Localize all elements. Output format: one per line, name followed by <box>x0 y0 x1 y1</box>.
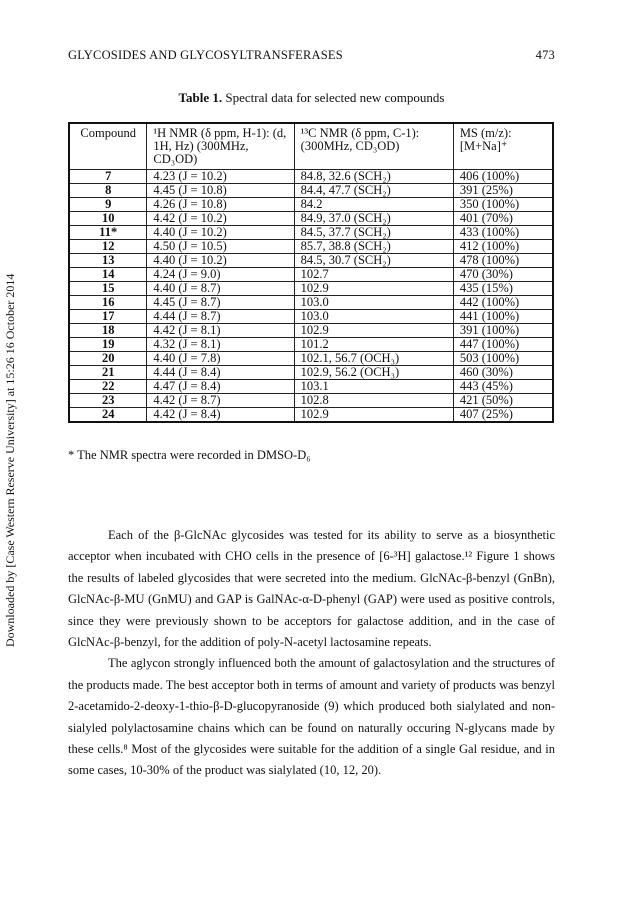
cell-1h-nmr: 4.42 (J = 8.4) <box>147 408 294 423</box>
cell-13c-nmr: 103.0 <box>294 296 453 310</box>
cell-ms: 470 (30%) <box>453 268 553 282</box>
header-compound: Compound <box>69 123 147 170</box>
table-row <box>69 240 553 254</box>
cell-ms: 447 (100%) <box>453 338 553 352</box>
cell-compound: 12 <box>69 240 147 254</box>
cell-ms: 442 (100%) <box>453 296 553 310</box>
running-head <box>68 48 555 63</box>
cell-compound: 20 <box>69 352 147 366</box>
cell-ms: 478 (100%) <box>453 254 553 268</box>
cell-13c-nmr: 84.5, 37.7 (SCH₂) <box>294 226 453 240</box>
table-row <box>69 366 553 380</box>
cell-1h-nmr: 4.50 (J = 10.5) <box>147 240 294 254</box>
cell-ms: 435 (15%) <box>453 282 553 296</box>
table-row <box>69 310 553 324</box>
cell-13c-nmr: 84.5, 30.7 (SCH₂) <box>294 254 453 268</box>
cell-1h-nmr: 4.42 (J = 8.1) <box>147 324 294 338</box>
cell-compound: 13 <box>69 254 147 268</box>
table-row <box>69 380 553 394</box>
paragraph: The aglycon strongly influenced both the amount of galactosylation and the structures of the products made. The best acceptor both in terms of amount and variety of products was benzyl 2-acetamido-2-deoxy-1-thio-β-D-glucopyranoside (9) which produced both sialylated and non-sialyled polylactosamine chains which can be found on naturally occuring N-glycans made by these cells.⁸ Most of the glycosides were suitable for the addition of a single Gal residue, and in some cases, 10-30% of the product was sialylated (10, 12, 20). <box>68 656 555 778</box>
cell-13c-nmr: 102.9 <box>294 324 453 338</box>
cell-compound: 18 <box>69 324 147 338</box>
cell-ms: 443 (45%) <box>453 380 553 394</box>
table-row <box>69 296 553 310</box>
cell-1h-nmr: 4.47 (J = 8.4) <box>147 380 294 394</box>
table-body <box>69 170 553 423</box>
body-text <box>68 525 555 782</box>
cell-ms: 406 (100%) <box>453 170 553 184</box>
table-caption <box>68 90 555 106</box>
cell-compound: 23 <box>69 394 147 408</box>
table-row <box>69 352 553 366</box>
table-row <box>69 170 553 184</box>
cell-1h-nmr: 4.45 (J = 10.8) <box>147 184 294 198</box>
cell-ms: 412 (100%) <box>453 240 553 254</box>
cell-13c-nmr: 84.8, 32.6 (SCH₂) <box>294 170 453 184</box>
cell-ms: 433 (100%) <box>453 226 553 240</box>
cell-compound: 21 <box>69 366 147 380</box>
cell-compound: 17 <box>69 310 147 324</box>
table-row <box>69 324 553 338</box>
table-row <box>69 268 553 282</box>
download-watermark: Downloaded by [Case Western Reserve University] at 15:26 16 October 2014 <box>3 273 17 647</box>
cell-1h-nmr: 4.40 (J = 10.2) <box>147 254 294 268</box>
cell-13c-nmr: 84.4, 47.7 (SCH₂) <box>294 184 453 198</box>
cell-ms: 350 (100%) <box>453 198 553 212</box>
cell-compound: 10 <box>69 212 147 226</box>
table-row <box>69 282 553 296</box>
table-row <box>69 226 553 240</box>
table-header-row <box>69 123 553 170</box>
cell-13c-nmr: 84.2 <box>294 198 453 212</box>
cell-compound: 15 <box>69 282 147 296</box>
cell-ms: 441 (100%) <box>453 310 553 324</box>
table-row <box>69 254 553 268</box>
cell-compound: 14 <box>69 268 147 282</box>
cell-compound: 16 <box>69 296 147 310</box>
cell-compound: 11* <box>69 226 147 240</box>
cell-ms: 391 (100%) <box>453 324 553 338</box>
cell-1h-nmr: 4.45 (J = 8.7) <box>147 296 294 310</box>
table-row <box>69 408 553 423</box>
cell-13c-nmr: 102.9 <box>294 282 453 296</box>
cell-1h-nmr: 4.24 (J = 9.0) <box>147 268 294 282</box>
cell-ms: 401 (70%) <box>453 212 553 226</box>
cell-1h-nmr: 4.44 (J = 8.7) <box>147 310 294 324</box>
cell-13c-nmr: 102.7 <box>294 268 453 282</box>
table-footnote: * The NMR spectra were recorded in DMSO-D₆ <box>68 448 311 462</box>
cell-1h-nmr: 4.42 (J = 10.2) <box>147 212 294 226</box>
paragraph: Each of the β-GlcNAc glycosides was tested for its ability to serve as a biosynthetic acceptor when incubated with CHO cells in the presence of [6-³H] galactose.¹² Figure 1 shows the results of labeled glycosides that were secreted into the medium. GlcNAc-β-benzyl (GnBn), GlcNAc-β-MU (GnMU) and GAP is GalNAc-α-D-phenyl (GAP) were used as positive controls, since they were previously shown to be acceptors for galactose addition, and in the case of GlcNAc-β-benzyl, for the addition of poly-N-acetyl lactosamine repeats. <box>68 528 555 650</box>
header-13c-nmr: ¹³C NMR (δ ppm, C-1): (300MHz, CD₃OD) <box>294 123 453 170</box>
cell-13c-nmr: 84.9, 37.0 (SCH₂) <box>294 212 453 226</box>
cell-13c-nmr: 102.9, 56.2 (OCH₃) <box>294 366 453 380</box>
cell-13c-nmr: 102.1, 56.7 (OCH₃) <box>294 352 453 366</box>
table-row <box>69 184 553 198</box>
table-caption-label: Table 1. <box>178 90 223 105</box>
table-row <box>69 394 553 408</box>
cell-13c-nmr: 103.0 <box>294 310 453 324</box>
cell-ms: 503 (100%) <box>453 352 553 366</box>
cell-1h-nmr: 4.40 (J = 10.2) <box>147 226 294 240</box>
cell-1h-nmr: 4.32 (J = 8.1) <box>147 338 294 352</box>
header-ms: MS (m/z): [M+Na]⁺ <box>453 123 553 170</box>
cell-ms: 391 (25%) <box>453 184 553 198</box>
cell-13c-nmr: 103.1 <box>294 380 453 394</box>
cell-compound: 19 <box>69 338 147 352</box>
cell-compound: 22 <box>69 380 147 394</box>
cell-ms: 407 (25%) <box>453 408 553 423</box>
cell-1h-nmr: 4.40 (J = 8.7) <box>147 282 294 296</box>
header-1h-nmr: ¹H NMR (δ ppm, H-1): (d, 1H, Hz) (300MHz, CD₃OD) <box>147 123 294 170</box>
cell-compound: 9 <box>69 198 147 212</box>
table-row <box>69 338 553 352</box>
cell-compound: 8 <box>69 184 147 198</box>
cell-1h-nmr: 4.40 (J = 7.8) <box>147 352 294 366</box>
cell-compound: 24 <box>69 408 147 423</box>
cell-13c-nmr: 101.2 <box>294 338 453 352</box>
cell-13c-nmr: 102.8 <box>294 394 453 408</box>
cell-1h-nmr: 4.44 (J = 8.4) <box>147 366 294 380</box>
page-number: 473 <box>535 48 555 62</box>
table-row <box>69 212 553 226</box>
spectral-data-table <box>68 122 554 423</box>
cell-compound: 7 <box>69 170 147 184</box>
cell-ms: 460 (30%) <box>453 366 553 380</box>
cell-ms: 421 (50%) <box>453 394 553 408</box>
cell-1h-nmr: 4.42 (J = 8.7) <box>147 394 294 408</box>
cell-13c-nmr: 102.9 <box>294 408 453 423</box>
table-caption-text: Spectral data for selected new compounds <box>222 90 445 105</box>
cell-13c-nmr: 85.7, 38.8 (SCH₂) <box>294 240 453 254</box>
cell-1h-nmr: 4.23 (J = 10.2) <box>147 170 294 184</box>
running-head-title: GLYCOSIDES AND GLYCOSYLTRANSFERASES <box>68 48 343 62</box>
cell-1h-nmr: 4.26 (J = 10.8) <box>147 198 294 212</box>
table-row <box>69 198 553 212</box>
